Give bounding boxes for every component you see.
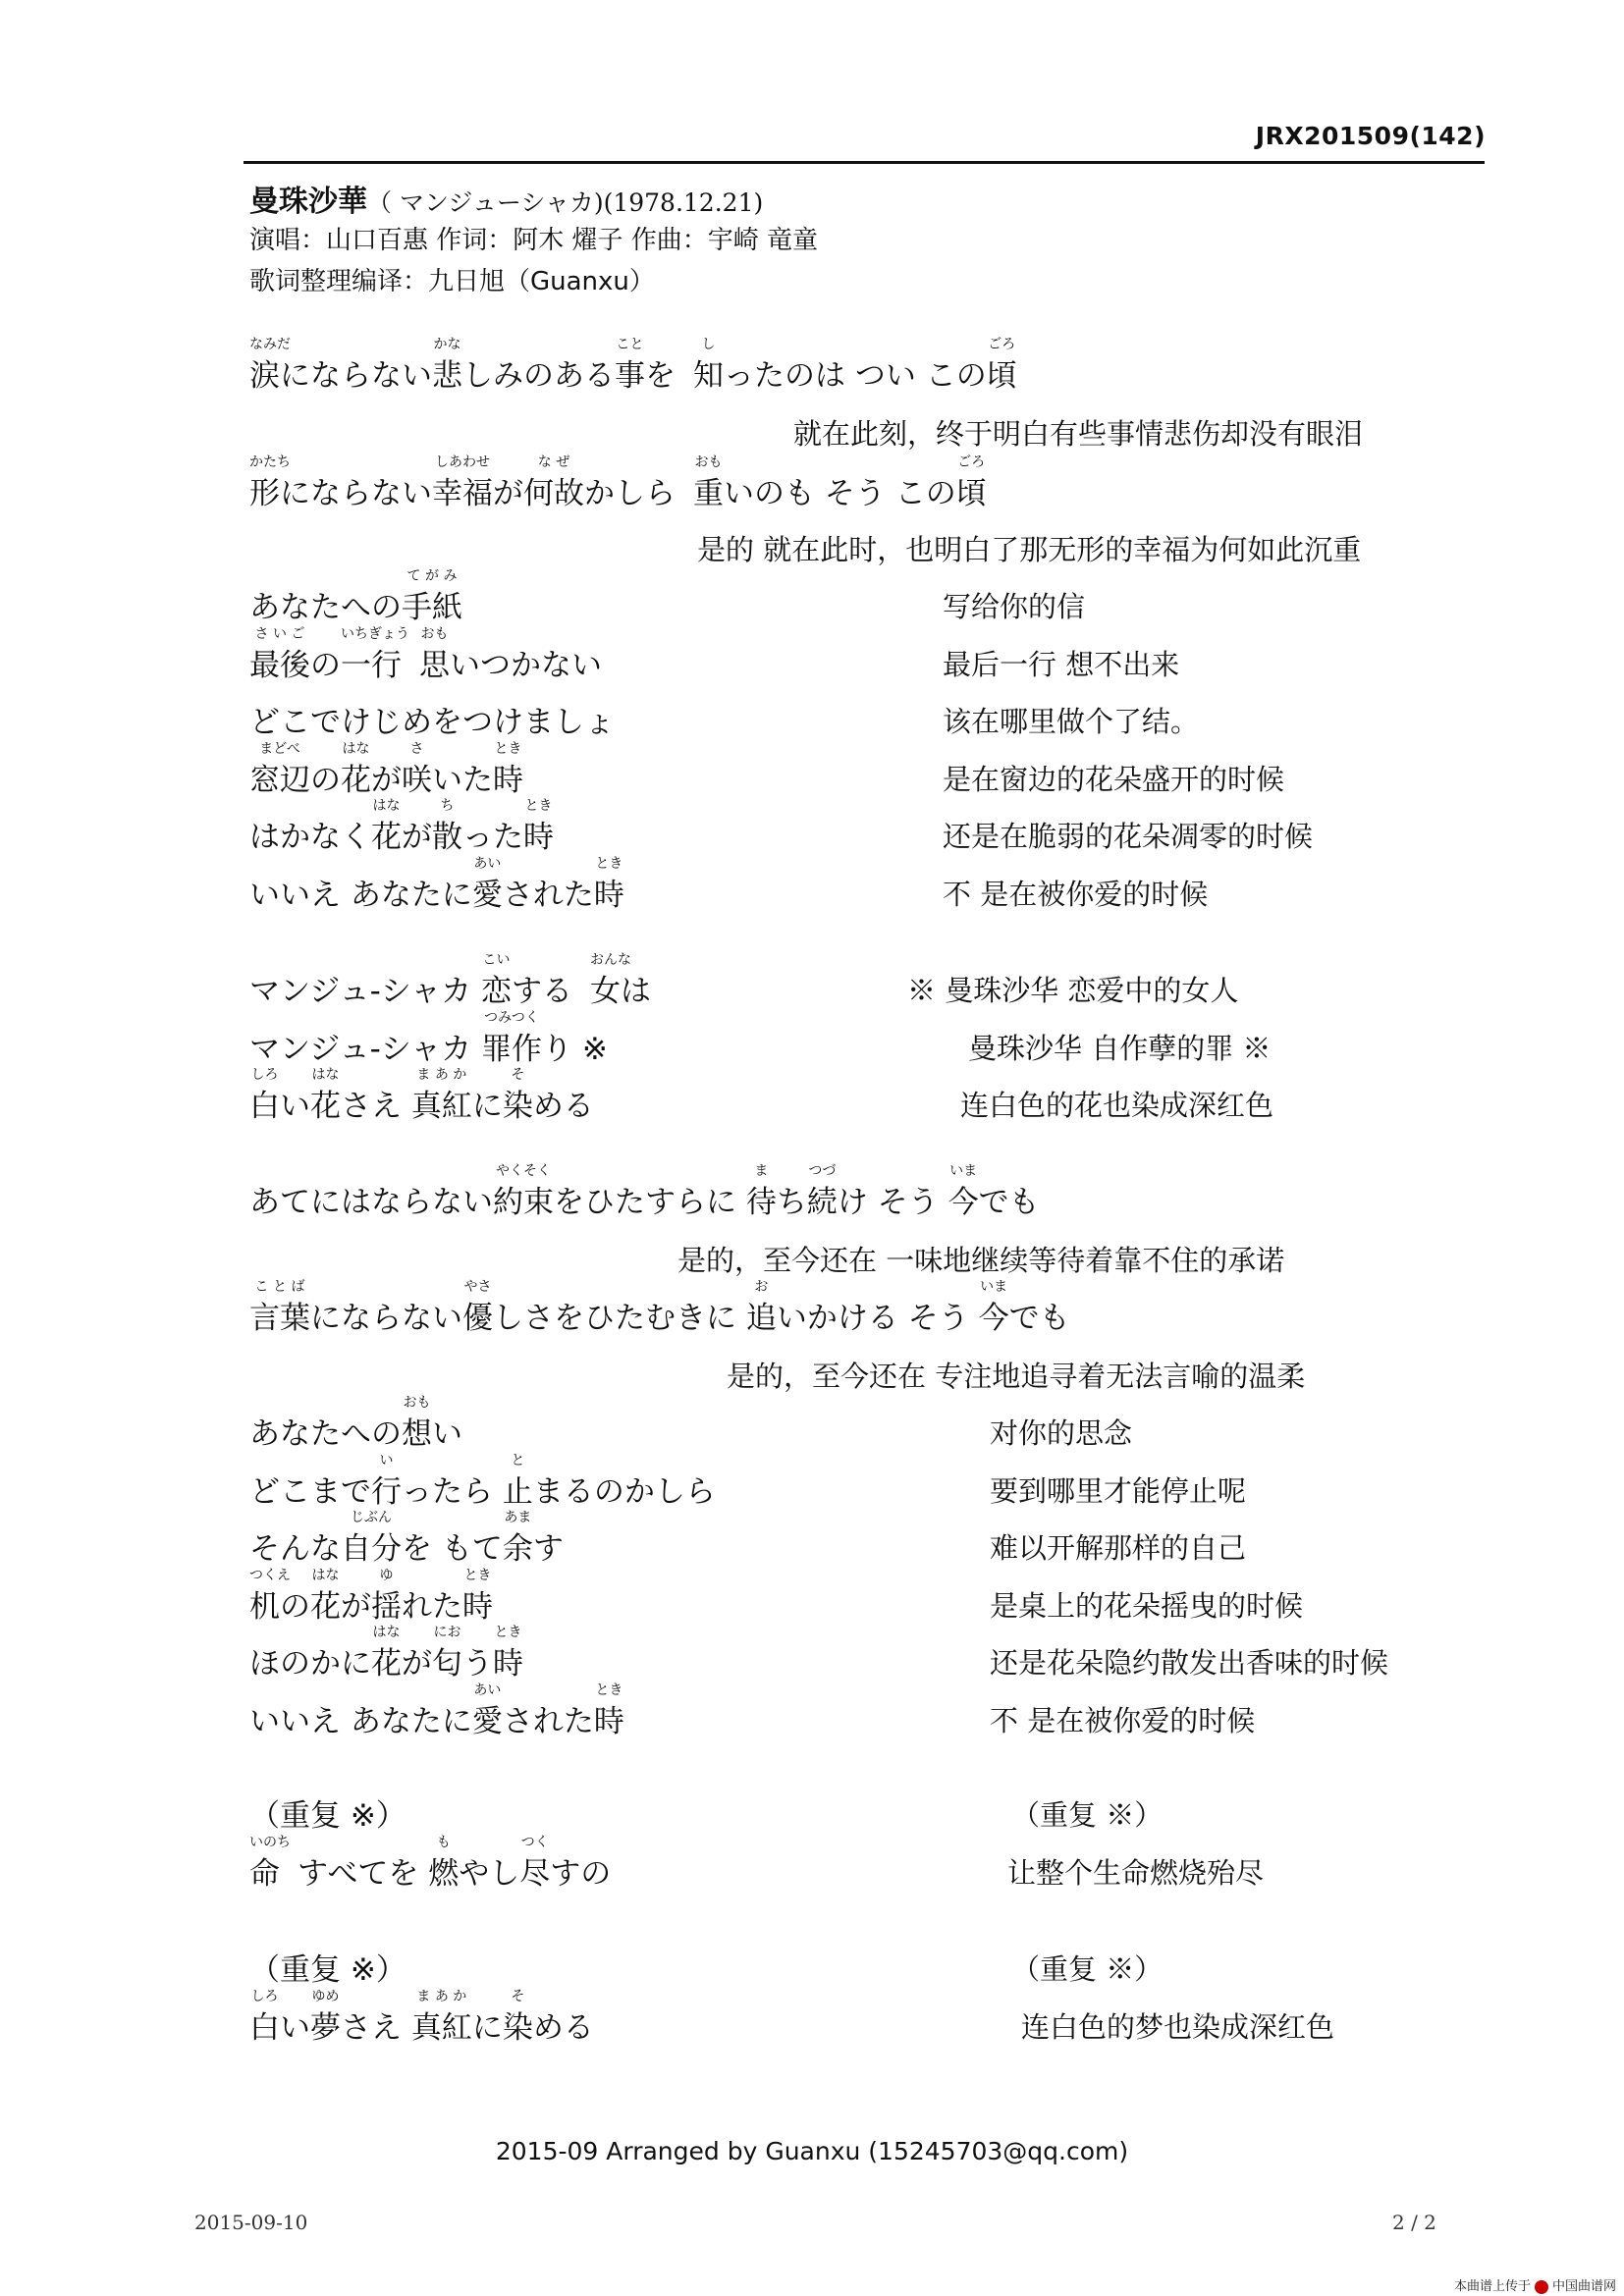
translation-line-14: 是桌上的花朵摇曳的时候 [990, 1589, 1304, 1623]
chorus-line-1: マンジュ-シャカ こい 恋する おんな 女は [249, 952, 652, 1009]
translation-line-3: 写给你的信 [943, 590, 1086, 623]
lyric-line-8: いいえ あなたに あい 愛された とき 時 [249, 856, 624, 913]
lyric-line-12: どこまで い 行ったら と 止まるのかしら [249, 1453, 716, 1510]
translation-line-12: 要到哪里才能停止呢 [990, 1474, 1247, 1508]
lyric-line-10: こ と ば 言葉にならない やさ 優しさをひたむきに お 追いかける そう いま 今でも [249, 1279, 1070, 1336]
lyric-line-4: さ い ご 最後の いちぎょう 一行 おも 思いつかない [249, 626, 602, 683]
document-code: JRX201509(142) [1255, 122, 1486, 150]
chorus-translation-3: 连白色的花也染成深红色 [960, 1089, 1274, 1122]
translation-line-4: 最后一行 想不出来 [943, 648, 1180, 681]
lyric-line-13: そんな じぶん 自分を もて あま 余す [249, 1510, 564, 1567]
chorus-line-2: マンジュ-シャカ つみつく 罪作り ※ [249, 1010, 608, 1067]
translation-line-6: 是在窗边的花朵盛开的时候 [943, 763, 1285, 796]
chorus-translation-1: ※ 曼珠沙华 恋爱中的女人 [907, 974, 1239, 1007]
translation-line-5: 该在哪里做个了结。 [943, 705, 1200, 738]
lyric-line-3: あなたへの て が み 手紙 [249, 568, 462, 625]
lyric-line-6: まどべ 窓辺の はな 花が さ 咲いた とき 時 [249, 741, 523, 798]
translation-line-16: 不 是在被你爱的时候 [990, 1704, 1256, 1737]
chorus-translation-2: 曼珠沙华 自作孽的罪 ※ [968, 1032, 1272, 1065]
lyric-line-7: はかなく はな 花が ち 散った とき 時 [249, 798, 554, 855]
song-credits: 演唱：山口百惠 作词：阿木 燿子 作曲：宇崎 竜童 [249, 226, 819, 255]
lyric-line-1: なみだ 涙にならない かな 悲しみのある こと 事を し 知ったのは つい この ごろ 頃 [249, 337, 1017, 394]
footer-date: 2015-09-10 [194, 2211, 308, 2234]
repeat-translation-2: （重复 ※） [1011, 1952, 1164, 1986]
watermark-site: 中国曲谱网 [1551, 2279, 1616, 2294]
lyric-line-17: いのち 命 すべてを も 燃やし つく 尽すの [249, 1835, 612, 1892]
translation-line-8: 不 是在被你爱的时候 [943, 878, 1209, 911]
repeat-mark-2: （重复 ※） [249, 1952, 406, 1988]
lyric-line-5: どこでけじめをつけましょ [249, 705, 615, 740]
translation-line-7: 还是在脆弱的花朵凋零的时候 [943, 820, 1314, 853]
site-logo-icon [1535, 2280, 1548, 2294]
translation-line-13: 难以开解那样的自己 [990, 1531, 1247, 1565]
lyric-line-14: つくえ 机の はな 花が ゆ 揺れた とき 時 [249, 1568, 493, 1625]
chorus-line-3: しろ 白い はな 花さえ ま あ か 真紅に そ 染める [249, 1067, 594, 1124]
song-title-sub: （ マンジューシャカ)(1978.12.21) [367, 188, 764, 217]
translation-line-18: 连白色的梦也染成深红色 [1021, 2010, 1335, 2044]
repeat-mark-1: （重复 ※） [249, 1798, 406, 1834]
lyric-line-15: ほのかに はな 花が にお 匂う とき 時 [249, 1625, 523, 1682]
lyric-line-11: あなたへの おも 想い [249, 1395, 462, 1452]
translation-line-9: 是的，至今还在 一味地继续等待着靠不住的承诺 [677, 1244, 1285, 1277]
translation-line-17: 让整个生命燃烧殆尽 [1007, 1856, 1265, 1890]
lyric-line-2: かたち 形にならない しあわせ 幸福が な ぜ 何故かしら おも 重いのも そう この ごろ 頃 [249, 454, 987, 511]
header-rule [244, 161, 1485, 164]
footer-page-number: 2 / 2 [1392, 2211, 1436, 2234]
lyric-line-9: あてにはならない やくそく 約束をひたすらに ま 待ち つづ 続け そう いま 今でも [249, 1163, 1040, 1220]
lyric-line-18: しろ 白い ゆめ 夢さえ ま あ か 真紅に そ 染める [249, 1989, 594, 2046]
translation-line-2: 是的 就在此时，也明白了那无形的幸福为何如此沉重 [697, 533, 1362, 566]
lyric-line-16: いいえ あなたに あい 愛された とき 時 [249, 1682, 624, 1739]
translation-line-11: 对你的思念 [990, 1416, 1133, 1450]
translation-line-10: 是的，至今还在 专注地追寻着无法言喻的温柔 [727, 1360, 1306, 1393]
watermark [1454, 2275, 1616, 2294]
song-title-main: 曼珠沙華 [249, 185, 367, 219]
song-title [249, 177, 763, 220]
lyrics-editor: 歌词整理编译：九日旭（Guanxu） [249, 267, 655, 296]
watermark-prefix: 本曲谱上传于 [1453, 2279, 1531, 2294]
translation-line-1: 就在此刻，终于明白有些事情悲伤却没有眼泪 [793, 417, 1364, 451]
translation-line-15: 还是花朵隐约散发出香味的时候 [990, 1646, 1389, 1680]
repeat-translation-1: （重复 ※） [1011, 1798, 1164, 1832]
footer-credit: 2015-09 Arranged by Guanxu (15245703@qq.com) [495, 2137, 1129, 2165]
